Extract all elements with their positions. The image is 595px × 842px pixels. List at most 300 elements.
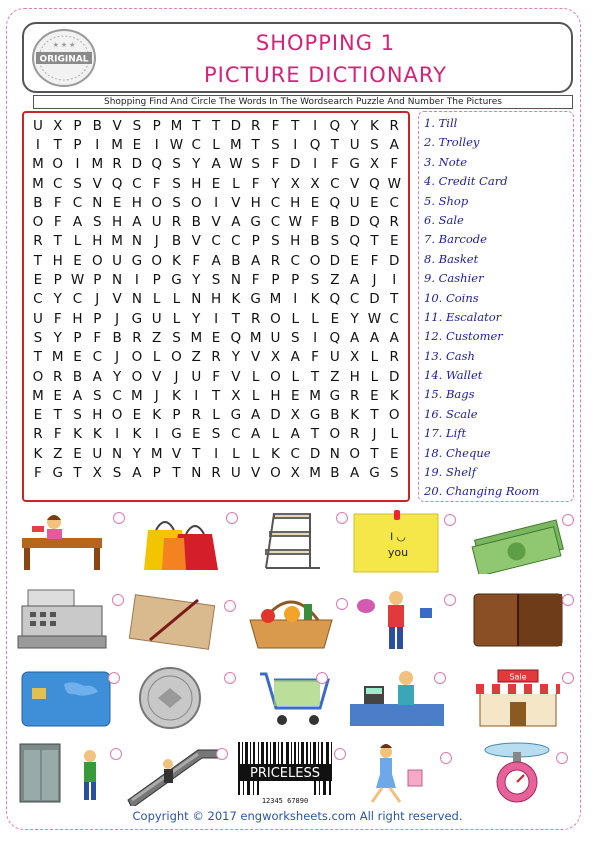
grid-letter[interactable]: V xyxy=(171,445,182,462)
grid-letter[interactable]: V xyxy=(112,117,122,134)
number-bubble[interactable] xyxy=(334,748,346,760)
grid-letter[interactable]: I xyxy=(293,291,298,308)
number-bubble[interactable] xyxy=(434,672,446,684)
grid-letter[interactable]: E xyxy=(310,194,320,211)
grid-letter[interactable]: F xyxy=(311,214,319,231)
grid-letter[interactable]: A xyxy=(290,426,300,443)
number-bubble[interactable] xyxy=(110,748,122,760)
grid-letter[interactable]: L xyxy=(212,407,220,424)
grid-letter[interactable]: M xyxy=(309,464,321,481)
grid-letter[interactable]: C xyxy=(191,136,201,153)
number-bubble[interactable] xyxy=(112,594,124,606)
grid-letter[interactable]: T xyxy=(370,445,379,462)
grid-letter[interactable]: W xyxy=(229,156,243,173)
grid-letter[interactable]: F xyxy=(212,368,220,385)
number-bubble[interactable] xyxy=(224,600,236,612)
grid-letter[interactable]: E xyxy=(350,252,359,269)
grid-letter[interactable]: P xyxy=(152,117,161,134)
grid-letter[interactable]: B xyxy=(330,464,340,481)
grid-letter[interactable]: A xyxy=(389,329,399,346)
grid-letter[interactable]: V xyxy=(350,175,360,192)
grid-letter[interactable]: E xyxy=(290,387,300,404)
grid-letter[interactable]: E xyxy=(192,426,201,443)
grid-letter[interactable]: C xyxy=(72,291,83,308)
grid-letter[interactable]: W xyxy=(169,136,184,153)
grid-letter[interactable]: R xyxy=(191,407,201,424)
grid-letter[interactable]: L xyxy=(291,310,300,327)
grid-letter[interactable]: F xyxy=(251,175,260,192)
grid-letter[interactable]: U xyxy=(151,310,162,327)
grid-letter[interactable]: U xyxy=(329,349,340,366)
grid-letter[interactable]: D xyxy=(131,156,143,173)
grid-letter[interactable]: R xyxy=(349,426,360,443)
grid-letter[interactable]: A xyxy=(389,136,399,153)
grid-letter[interactable]: Z xyxy=(152,329,162,346)
grid-letter[interactable]: E xyxy=(389,445,399,462)
grid-letter[interactable]: A xyxy=(251,407,261,424)
grid-letter[interactable]: X xyxy=(290,407,300,424)
grid-letter[interactable]: R xyxy=(112,156,122,173)
grid-letter[interactable]: S xyxy=(211,426,221,443)
grid-letter[interactable]: E xyxy=(53,387,62,404)
grid-letter[interactable]: T xyxy=(390,291,399,308)
grid-letter[interactable]: H xyxy=(270,387,281,404)
grid-letter[interactable]: M xyxy=(190,329,203,346)
grid-letter[interactable]: V xyxy=(251,464,261,481)
grid-letter[interactable]: P xyxy=(152,464,161,481)
grid-letter[interactable]: K xyxy=(370,117,379,134)
grid-letter[interactable]: T xyxy=(231,310,240,327)
grid-letter[interactable]: F xyxy=(53,194,62,211)
grid-letter[interactable]: X xyxy=(53,117,63,134)
grid-letter[interactable]: K xyxy=(350,407,360,424)
grid-letter[interactable]: K xyxy=(132,426,142,443)
grid-letter[interactable]: K xyxy=(73,426,82,443)
grid-letter[interactable]: C xyxy=(33,291,43,308)
grid-letter[interactable]: E xyxy=(112,194,122,211)
grid-letter[interactable]: R xyxy=(211,349,221,366)
grid-letter[interactable]: K xyxy=(172,387,181,404)
grid-letter[interactable]: E xyxy=(211,175,221,192)
grid-letter[interactable]: L xyxy=(232,445,240,462)
grid-letter[interactable]: S xyxy=(73,175,82,192)
number-bubble[interactable] xyxy=(226,512,238,524)
grid-letter[interactable]: C xyxy=(72,194,83,211)
grid-letter[interactable]: N xyxy=(92,194,103,211)
grid-letter[interactable]: S xyxy=(310,272,320,289)
grid-letter[interactable]: U xyxy=(349,136,360,153)
grid-letter[interactable]: V xyxy=(152,368,162,385)
grid-letter[interactable]: K xyxy=(92,426,102,443)
grid-letter[interactable]: G xyxy=(369,464,380,481)
grid-letter[interactable]: A xyxy=(350,272,360,289)
grid-letter[interactable]: M xyxy=(269,291,282,308)
grid-letter[interactable]: P xyxy=(93,310,102,327)
number-bubble[interactable] xyxy=(336,598,348,610)
grid-letter[interactable]: M xyxy=(32,156,44,173)
grid-letter[interactable]: T xyxy=(211,387,221,404)
grid-letter[interactable]: B xyxy=(330,214,340,231)
grid-letter[interactable]: T xyxy=(53,136,62,153)
grid-letter[interactable]: G xyxy=(309,407,321,424)
grid-letter[interactable]: T xyxy=(192,445,201,462)
grid-letter[interactable]: L xyxy=(172,310,181,327)
grid-letter[interactable]: G xyxy=(131,310,143,327)
grid-letter[interactable]: T xyxy=(33,349,43,366)
grid-letter[interactable]: K xyxy=(271,445,280,462)
grid-letter[interactable]: G xyxy=(131,252,143,269)
grid-letter[interactable]: N xyxy=(191,464,202,481)
grid-letter[interactable]: E xyxy=(330,310,340,327)
grid-letter[interactable]: T xyxy=(73,464,82,481)
grid-letter[interactable]: F xyxy=(53,426,62,443)
grid-letter[interactable]: F xyxy=(311,349,319,366)
grid-letter[interactable]: U xyxy=(349,194,360,211)
grid-letter[interactable]: S xyxy=(251,156,260,173)
grid-letter[interactable]: J xyxy=(174,368,179,385)
grid-letter[interactable]: Y xyxy=(132,445,141,462)
grid-letter[interactable]: C xyxy=(389,194,399,211)
grid-letter[interactable]: S xyxy=(33,329,43,346)
grid-letter[interactable]: A xyxy=(369,329,380,346)
grid-letter[interactable]: V xyxy=(231,368,241,385)
grid-letter[interactable]: Q xyxy=(329,194,341,211)
grid-letter[interactable]: V xyxy=(251,349,261,366)
grid-letter[interactable]: P xyxy=(53,272,62,289)
grid-letter[interactable]: N xyxy=(131,233,142,250)
grid-letter[interactable]: A xyxy=(211,252,221,269)
grid-letter[interactable]: C xyxy=(270,214,281,231)
grid-letter[interactable]: I xyxy=(115,426,120,443)
grid-letter[interactable]: C xyxy=(290,445,300,462)
grid-letter[interactable]: Y xyxy=(112,368,122,385)
grid-letter[interactable]: I xyxy=(154,426,159,443)
grid-letter[interactable]: X xyxy=(290,175,300,192)
grid-letter[interactable]: M xyxy=(309,387,321,404)
grid-letter[interactable]: J xyxy=(115,349,120,366)
grid-letter[interactable]: G xyxy=(250,291,261,308)
grid-letter[interactable]: O xyxy=(32,214,44,231)
grid-letter[interactable]: C xyxy=(92,349,102,366)
grid-letter[interactable]: H xyxy=(210,291,222,308)
grid-letter[interactable]: V xyxy=(112,291,122,308)
grid-letter[interactable]: G xyxy=(230,407,242,424)
grid-letter[interactable]: B xyxy=(72,368,83,385)
grid-letter[interactable]: U xyxy=(92,445,103,462)
grid-letter[interactable]: H xyxy=(290,233,301,250)
grid-letter[interactable]: Q xyxy=(349,233,360,250)
grid-letter[interactable]: E xyxy=(33,407,43,424)
grid-letter[interactable]: H xyxy=(131,194,142,211)
grid-letter[interactable]: A xyxy=(72,387,83,404)
grid-letter[interactable]: K xyxy=(389,387,399,404)
grid-letter[interactable]: F xyxy=(192,252,201,269)
grid-letter[interactable]: D xyxy=(270,407,281,424)
grid-letter[interactable]: T xyxy=(310,426,320,443)
grid-letter[interactable]: L xyxy=(370,368,379,385)
grid-letter[interactable]: O xyxy=(270,368,281,385)
grid-letter[interactable]: T xyxy=(370,233,379,250)
grid-letter[interactable]: R xyxy=(250,117,261,134)
grid-letter[interactable]: O xyxy=(32,368,44,385)
grid-letter[interactable]: L xyxy=(251,387,260,404)
number-bubble[interactable] xyxy=(216,748,228,760)
grid-letter[interactable]: O xyxy=(329,426,341,443)
grid-letter[interactable]: I xyxy=(75,156,80,173)
grid-letter[interactable]: I xyxy=(214,310,219,327)
grid-letter[interactable]: S xyxy=(172,329,181,346)
grid-letter[interactable]: F xyxy=(53,310,62,327)
grid-letter[interactable]: F xyxy=(271,156,280,173)
grid-letter[interactable]: O xyxy=(131,368,143,385)
grid-letter[interactable]: L xyxy=(271,426,280,443)
grid-letter[interactable]: P xyxy=(73,117,82,134)
grid-letter[interactable]: R xyxy=(250,310,261,327)
grid-letter[interactable]: X xyxy=(92,464,102,481)
grid-letter[interactable]: R xyxy=(33,426,43,443)
grid-letter[interactable]: Y xyxy=(192,272,201,289)
grid-letter[interactable]: W xyxy=(367,310,382,327)
grid-letter[interactable]: N xyxy=(112,272,123,289)
grid-letter[interactable]: H xyxy=(92,407,103,424)
grid-letter[interactable]: B xyxy=(92,117,102,134)
grid-letter[interactable]: L xyxy=(152,291,161,308)
grid-letter[interactable]: W xyxy=(70,272,85,289)
grid-letter[interactable]: P xyxy=(93,272,102,289)
grid-letter[interactable]: I xyxy=(293,136,298,153)
grid-letter[interactable]: C xyxy=(132,175,142,192)
grid-letter[interactable]: O xyxy=(388,407,400,424)
grid-letter[interactable]: I xyxy=(95,136,100,153)
grid-letter[interactable]: J xyxy=(115,310,120,327)
grid-letter[interactable]: Y xyxy=(53,329,62,346)
grid-letter[interactable]: E xyxy=(389,233,399,250)
grid-letter[interactable]: Z xyxy=(330,272,340,289)
grid-letter[interactable]: U xyxy=(270,329,281,346)
grid-letter[interactable]: P xyxy=(73,136,82,153)
grid-letter[interactable]: R xyxy=(171,214,182,231)
grid-letter[interactable]: P xyxy=(251,233,260,250)
grid-letter[interactable]: X xyxy=(350,349,360,366)
grid-letter[interactable]: W xyxy=(387,175,401,192)
grid-letter[interactable]: U xyxy=(151,214,162,231)
grid-letter[interactable]: J xyxy=(372,272,377,289)
grid-letter[interactable]: L xyxy=(370,349,379,366)
grid-letter[interactable]: C xyxy=(270,194,281,211)
grid-letter[interactable]: M xyxy=(32,175,44,192)
grid-letter[interactable]: O xyxy=(309,252,321,269)
grid-letter[interactable]: U xyxy=(230,464,241,481)
grid-letter[interactable]: D xyxy=(230,117,242,134)
grid-letter[interactable]: I xyxy=(154,136,159,153)
grid-letter[interactable]: M xyxy=(51,349,64,366)
grid-letter[interactable]: S xyxy=(370,136,379,153)
grid-letter[interactable]: O xyxy=(270,310,281,327)
number-bubble[interactable] xyxy=(562,514,574,526)
number-bubble[interactable] xyxy=(444,514,456,526)
grid-letter[interactable]: D xyxy=(290,156,301,173)
grid-letter[interactable]: Z xyxy=(53,445,63,462)
grid-letter[interactable]: V xyxy=(211,214,221,231)
grid-letter[interactable]: S xyxy=(73,407,82,424)
number-bubble[interactable] xyxy=(444,594,456,606)
grid-letter[interactable]: F xyxy=(93,329,102,346)
grid-letter[interactable]: N xyxy=(329,445,340,462)
grid-letter[interactable]: F xyxy=(251,272,260,289)
grid-letter[interactable]: T xyxy=(251,136,260,153)
grid-letter[interactable]: D xyxy=(389,252,400,269)
grid-letter[interactable]: J xyxy=(154,233,159,250)
grid-letter[interactable]: J xyxy=(372,426,377,443)
grid-letter[interactable]: K xyxy=(231,291,241,308)
number-bubble[interactable] xyxy=(224,672,236,684)
grid-letter[interactable]: S xyxy=(172,175,181,192)
grid-letter[interactable]: K xyxy=(172,252,181,269)
grid-letter[interactable]: A xyxy=(231,214,241,231)
grid-letter[interactable]: T xyxy=(53,407,62,424)
grid-letter[interactable]: H xyxy=(92,233,103,250)
grid-letter[interactable]: D xyxy=(329,252,341,269)
grid-letter[interactable]: U xyxy=(32,117,43,134)
grid-letter[interactable]: K xyxy=(152,407,162,424)
grid-letter[interactable]: E xyxy=(132,407,142,424)
grid-letter[interactable]: M xyxy=(131,387,143,404)
grid-letter[interactable]: U xyxy=(112,252,123,269)
grid-letter[interactable]: P xyxy=(152,272,161,289)
grid-letter[interactable]: P xyxy=(271,272,280,289)
grid-letter[interactable]: Z xyxy=(191,349,201,366)
grid-letter[interactable]: H xyxy=(72,310,83,327)
grid-letter[interactable]: R xyxy=(389,214,399,231)
grid-letter[interactable]: I xyxy=(134,272,139,289)
number-bubble[interactable] xyxy=(556,752,568,764)
grid-letter[interactable]: S xyxy=(271,233,280,250)
grid-letter[interactable]: S xyxy=(172,156,181,173)
grid-letter[interactable]: C xyxy=(231,233,241,250)
grid-letter[interactable]: L xyxy=(232,175,240,192)
grid-letter[interactable]: S xyxy=(330,233,340,250)
grid-letter[interactable]: I xyxy=(313,117,318,134)
grid-letter[interactable]: M xyxy=(249,329,262,346)
grid-letter[interactable]: M xyxy=(111,136,123,153)
grid-letter[interactable]: A xyxy=(350,329,360,346)
grid-letter[interactable]: Q xyxy=(329,291,341,308)
grid-letter[interactable]: O xyxy=(111,407,123,424)
grid-letter[interactable]: P xyxy=(73,329,82,346)
grid-letter[interactable]: B xyxy=(330,407,340,424)
grid-letter[interactable]: I xyxy=(194,387,199,404)
grid-letter[interactable]: Y xyxy=(192,156,201,173)
grid-letter[interactable]: J xyxy=(95,291,100,308)
grid-letter[interactable]: L xyxy=(212,136,220,153)
grid-letter[interactable]: V xyxy=(92,175,102,192)
number-bubble[interactable] xyxy=(440,752,452,764)
grid-letter[interactable]: X xyxy=(369,156,380,173)
grid-letter[interactable]: J xyxy=(154,387,159,404)
grid-letter[interactable]: H xyxy=(52,252,63,269)
grid-letter[interactable]: O xyxy=(270,464,281,481)
grid-letter[interactable]: M xyxy=(150,445,163,462)
grid-letter[interactable]: C xyxy=(389,310,399,327)
grid-letter[interactable]: Y xyxy=(231,349,240,366)
grid-letter[interactable]: L xyxy=(251,368,260,385)
grid-letter[interactable]: L xyxy=(172,291,181,308)
grid-letter[interactable]: R xyxy=(389,117,399,134)
grid-letter[interactable]: I xyxy=(214,194,219,211)
grid-letter[interactable]: F xyxy=(34,464,42,481)
grid-letter[interactable]: A xyxy=(132,464,142,481)
grid-letter[interactable]: E xyxy=(211,329,221,346)
grid-letter[interactable]: K xyxy=(33,445,43,462)
grid-letter[interactable]: N xyxy=(191,291,202,308)
grid-letter[interactable]: E xyxy=(73,252,82,269)
grid-letter[interactable]: B xyxy=(191,214,201,231)
grid-letter[interactable]: A xyxy=(350,464,360,481)
grid-letter[interactable]: T xyxy=(370,407,379,424)
grid-letter[interactable]: H xyxy=(250,194,261,211)
grid-letter[interactable]: E xyxy=(33,272,43,289)
grid-letter[interactable]: X xyxy=(231,387,241,404)
grid-letter[interactable]: O xyxy=(349,445,360,462)
grid-letter[interactable]: N xyxy=(112,445,123,462)
grid-letter[interactable]: B xyxy=(33,194,43,211)
grid-letter[interactable]: B xyxy=(112,329,122,346)
grid-letter[interactable]: T xyxy=(291,117,300,134)
grid-letter[interactable]: T xyxy=(172,464,181,481)
grid-letter[interactable]: O xyxy=(171,349,182,366)
grid-letter[interactable]: F xyxy=(370,252,379,269)
grid-letter[interactable]: C xyxy=(52,175,63,192)
grid-letter[interactable]: I xyxy=(313,329,318,346)
grid-letter[interactable]: D xyxy=(369,291,380,308)
grid-letter[interactable]: A xyxy=(72,214,83,231)
grid-letter[interactable]: N xyxy=(131,291,142,308)
grid-letter[interactable]: O xyxy=(131,349,143,366)
grid-letter[interactable]: I xyxy=(35,136,40,153)
grid-letter[interactable]: R xyxy=(270,252,281,269)
grid-letter[interactable]: A xyxy=(211,156,221,173)
grid-letter[interactable]: X xyxy=(290,464,300,481)
grid-letter[interactable]: Q xyxy=(369,175,380,192)
grid-letter[interactable]: K xyxy=(310,291,320,308)
grid-letter[interactable]: L xyxy=(251,445,260,462)
grid-letter[interactable]: G xyxy=(329,387,341,404)
grid-letter[interactable]: I xyxy=(313,156,318,173)
grid-letter[interactable]: S xyxy=(93,214,102,231)
grid-letter[interactable]: A xyxy=(290,349,300,366)
grid-letter[interactable]: H xyxy=(349,368,360,385)
grid-letter[interactable]: H xyxy=(191,175,202,192)
grid-letter[interactable]: F xyxy=(271,117,280,134)
grid-letter[interactable]: B xyxy=(310,233,320,250)
grid-letter[interactable]: G xyxy=(171,272,182,289)
grid-letter[interactable]: D xyxy=(309,445,321,462)
grid-letter[interactable]: O xyxy=(91,252,103,269)
grid-letter[interactable]: T xyxy=(330,136,339,153)
grid-letter[interactable]: X xyxy=(310,175,320,192)
number-bubble[interactable] xyxy=(562,594,574,606)
grid-letter[interactable]: U xyxy=(191,368,202,385)
grid-letter[interactable]: R xyxy=(211,464,221,481)
grid-letter[interactable]: E xyxy=(73,445,82,462)
grid-letter[interactable]: Y xyxy=(271,175,280,192)
grid-letter[interactable]: G xyxy=(250,214,261,231)
grid-letter[interactable]: F xyxy=(390,156,399,173)
grid-letter[interactable]: S xyxy=(112,464,122,481)
grid-letter[interactable]: R xyxy=(33,233,43,250)
grid-letter[interactable]: S xyxy=(290,329,300,346)
grid-letter[interactable]: C xyxy=(330,175,340,192)
